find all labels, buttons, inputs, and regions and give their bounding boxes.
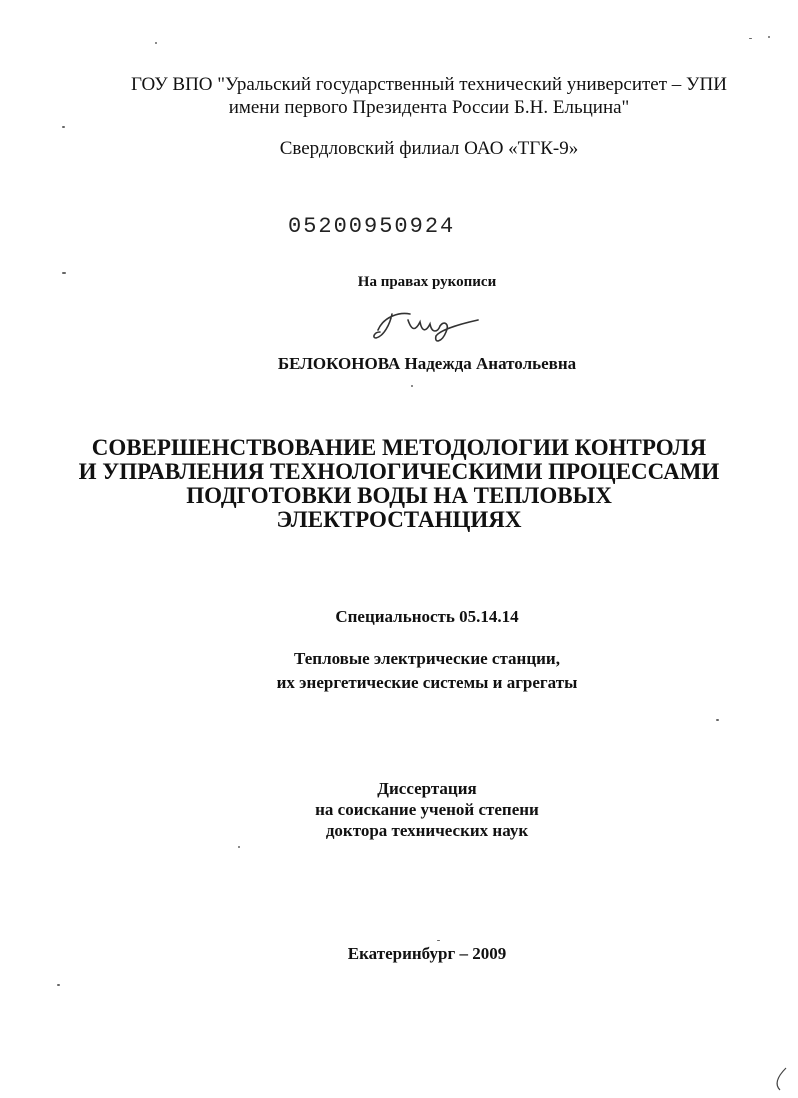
field-line-2: их энергетические системы и агрегаты bbox=[276, 673, 578, 692]
manuscript-note: На правах рукописи bbox=[357, 274, 497, 290]
title-line: СОВЕРШЕНСТВОВАНИЕ МЕТОДОЛОГИИ КОНТРОЛЯ bbox=[91, 435, 707, 460]
field-line-1: Тепловые электрические станции, bbox=[294, 649, 560, 668]
dissertation-degree-name: доктора технических наук bbox=[325, 821, 529, 840]
catalog-code: 05200950924 bbox=[288, 214, 456, 239]
dissertation-degree-line: на соискание ученой степени bbox=[315, 800, 539, 819]
title-line: ЭЛЕКТРОСТАНЦИЯХ bbox=[276, 507, 522, 532]
branch-name: Свердловский филиал ОАО «ТГК-9» bbox=[279, 138, 579, 159]
institution-line-2: имени первого Президента России Б.Н. Ельцина" bbox=[228, 97, 630, 118]
city-year: Екатеринбург – 2009 bbox=[347, 944, 507, 963]
title-line: И УПРАВЛЕНИЯ ТЕХНОЛОГИЧЕСКИМИ ПРОЦЕССАМИ bbox=[78, 459, 720, 484]
title-line: ПОДГОТОВКИ ВОДЫ НА ТЕПЛОВЫХ bbox=[186, 483, 612, 508]
specialty: Специальность 05.14.14 bbox=[335, 607, 519, 626]
dissertation-type: Диссертация bbox=[377, 779, 477, 798]
institution-line-1: ГОУ ВПО "Уральский государственный технический университет – УПИ bbox=[131, 74, 727, 95]
author-name: БЕЛОКОНОВА Надежда Анатольевна bbox=[277, 354, 577, 373]
